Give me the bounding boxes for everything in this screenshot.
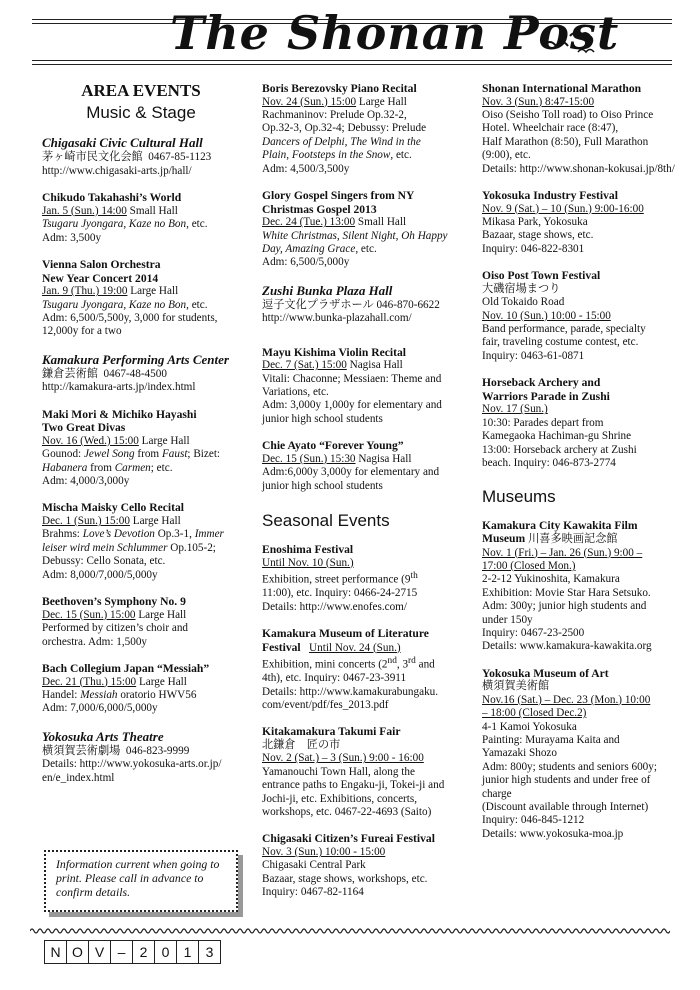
event-title: Mischa Maisky Cello Recital: [42, 501, 185, 515]
museum-date-2: 17:00 (Closed Mon.): [482, 559, 576, 572]
event-item: [482, 189, 678, 256]
program-text: Op.3-1,: [154, 528, 195, 541]
event-title: Horseback Archery and: [482, 376, 601, 390]
event-title: Beethoven’s Symphony No. 9: [42, 595, 186, 609]
event-date: Nov. 9 (Sat.) – 10 (Sun.) 9:00-16:00: [482, 202, 644, 215]
venue-jp-name: 茅ヶ崎市民文化会館: [42, 151, 143, 164]
event-item: [42, 258, 240, 339]
program-text: , etc.: [390, 149, 412, 162]
event-description: Jochi-ji, etc. Exhibitions, concerts,: [262, 792, 418, 805]
program-work: Dancers of Delphi, The Wind in the: [262, 135, 421, 148]
venue-name: Kamakura Performing Arts Center: [42, 351, 229, 367]
date-cell: –: [110, 940, 133, 964]
issue-date-box: [44, 940, 220, 964]
venue-phone: 046-823-9999: [125, 744, 190, 757]
event-details: Details: http://www.kamakurabungaku.: [262, 685, 439, 698]
event-item: [262, 725, 462, 819]
event-date: Dec. 24 (Tue.) 13:00: [262, 216, 356, 229]
event-item: [262, 543, 462, 614]
event-item: [262, 346, 462, 427]
event-description: Exhibition, mini concerts (2: [262, 658, 388, 671]
museum-admission: Adm: 300y; junior high students and: [482, 600, 647, 613]
wavy-divider: [30, 926, 670, 936]
program-work: Day, Amazing Grace: [262, 243, 356, 256]
event-title: Glory Gospel Singers from NY: [262, 189, 415, 203]
area-events-heading: AREA EVENTS: [81, 81, 201, 100]
program-text: Handel:: [42, 688, 81, 701]
event-details: Details: http://www.enofes.com/: [262, 600, 407, 613]
music-stage-heading: Music & Stage: [86, 103, 196, 123]
event-date: Nov. 3 (Sun.) 10:00 - 15:00: [262, 846, 386, 859]
museum-details: Details: www.yokosuka-moa.jp: [482, 827, 624, 840]
museum-address: 4-1 Kamoi Yokosuka: [482, 720, 577, 733]
event-title-2: Festival: [262, 640, 301, 654]
event-inquiry: 4th), etc. Inquiry: 0467-23-3911: [262, 672, 407, 685]
event-program: [42, 528, 240, 541]
event-admission: Adm: 7,000/6,000/5,000y: [42, 702, 158, 715]
notice-box: [44, 850, 238, 912]
event-details-2: com/event/pdf/fes_2013.pdf: [262, 699, 389, 711]
event-jp-title: 北鎌倉 匠の市: [262, 739, 341, 751]
event-date: Nov. 10 (Sun.) 10:00 - 15:00: [482, 309, 611, 322]
event-title: Kitakamakura Takumi Fair: [262, 725, 401, 739]
venue-url: http://www.chigasaki-arts.jp/hall/: [42, 164, 192, 177]
event-place: Large Hall: [130, 285, 179, 298]
event-title: Kamakura Museum of Literature: [262, 627, 429, 641]
event-date: Dec. 21 (Thu.) 15:00: [42, 675, 137, 688]
ordinal-suffix: th: [410, 571, 418, 582]
program-work: Messiah: [80, 688, 118, 701]
program-work: White Christmas, Silent Night, Oh Happy: [262, 229, 448, 242]
program-work: Carmen: [114, 461, 151, 474]
event-place: Old Tokaido Road: [482, 296, 565, 309]
venue-yokosuka-arts: [42, 729, 240, 785]
event-place: Small Hall: [357, 216, 407, 229]
event-description: 10:30: Parades depart from: [482, 416, 604, 429]
event-place: Large Hall: [132, 515, 181, 528]
event-description: Kamegaoka Hachiman-gu Shrine: [482, 430, 632, 443]
event-description: fair, traveling costume contest, etc.: [482, 336, 639, 349]
event-description: entrance paths to Engaku-ji, Tokei-ji and: [262, 779, 445, 792]
event-description: Yamanouchi Town Hall, along the: [262, 765, 415, 778]
event-date: Dec. 7 (Sat.) 15:00: [262, 359, 347, 372]
museum-jp-name: 横須賀美術館: [482, 680, 550, 693]
venue-phone: 046-870-6622: [376, 298, 440, 311]
event-title: Chie Ayato “Forever Young”: [262, 439, 404, 453]
event-date: Jan. 9 (Thu.) 19:00: [42, 285, 128, 298]
event-works: Tsugaru Jyongara, Kaze no Bon: [42, 218, 187, 231]
program-text: Gounod:: [42, 448, 84, 461]
event-description: , 3: [396, 658, 409, 671]
event-date: Jan. 5 (Sun.) 14:00: [42, 204, 127, 217]
event-item: [262, 439, 462, 493]
date-cell: O: [66, 940, 89, 964]
museum-exhibition: Painting: Murayama Kaita and: [482, 733, 620, 746]
event-date: Nov. 24 (Sun.) 15:00: [262, 95, 357, 108]
event-item: [42, 408, 240, 489]
event-place: Small Hall: [129, 204, 178, 217]
museum-inquiry: Inquiry: 0467-23-2500: [482, 626, 585, 639]
notice-text: Information current when going to print. Please call in advance to confirm details.: [56, 857, 220, 899]
event-place: Large Hall: [141, 434, 190, 447]
event-admission: Adm: 4,500/3,500y: [262, 162, 350, 175]
event-works: Tsugaru Jyongara, Kaze no Bon: [42, 298, 187, 311]
date-cell: 2: [132, 940, 155, 964]
event-item: [42, 595, 240, 649]
event-item: [262, 189, 462, 270]
column-3: [482, 82, 678, 854]
museum-jp-name: 川喜多映画記念館: [528, 533, 618, 546]
event-place: Large Hall: [138, 675, 187, 688]
museum-title: Yokosuka Museum of Art: [482, 666, 609, 680]
event-description: Bazaar, stage shows, etc.: [482, 229, 594, 242]
masthead-bottom-rule: [32, 60, 672, 61]
event-date: Dec. 15 (Sun.) 15:00: [42, 608, 136, 621]
event-admission: Adm: 3,500y: [42, 231, 102, 244]
event-title: Bach Collegium Japan “Messiah”: [42, 661, 210, 675]
event-description: Hotel. Wheelchair race (8:47),: [482, 122, 619, 135]
venue-jp-name: 横須賀芸術劇場: [42, 744, 121, 757]
seagulls-icon: [540, 24, 600, 60]
event-date: Dec. 1 (Sun.) 15:00: [42, 515, 130, 528]
venue-url-2: en/e_index.html: [42, 771, 115, 784]
program-work: Immer: [194, 528, 224, 541]
program-text: oratorio HWV56: [117, 688, 197, 701]
event-inquiry: Inquiry: 0467-82-1164: [262, 886, 364, 899]
seasonal-events-heading: Seasonal Events: [262, 511, 390, 531]
venue-url: http://www.bunka-plazahall.com/: [262, 312, 412, 325]
program-text: Rachmaninov: Prelude Op.32-2,: [262, 109, 407, 121]
event-description: (9:00), etc.: [482, 149, 531, 162]
museum-exhibition-2: Yamazaki Shozo: [482, 747, 557, 760]
event-description: 13:00: Horseback archery at Zushi: [482, 443, 637, 456]
venue-jp-name: 逗子文化プラザホール: [262, 298, 374, 311]
event-program: [42, 462, 240, 475]
event-admission-2: junior high school students: [262, 412, 383, 425]
event-admission: Adm: 8,000/7,000/5,000y: [42, 568, 158, 581]
museum-details: Details: www.kamakura-kawakita.org: [482, 640, 652, 653]
event-title: Chigasaki Citizen’s Fureai Festival: [262, 832, 435, 846]
event-description: Bazaar, stage shows, workshops, etc.: [262, 872, 428, 885]
event-date: Nov. 3 (Sun.) 8:47-15:00: [482, 95, 595, 108]
ordinal-suffix: rd: [408, 656, 416, 667]
date-cell: V: [88, 940, 111, 964]
program-work: leiser wird mein Schlummer: [42, 541, 168, 554]
program-text: from: [87, 461, 115, 474]
event-title: Vienna Salon Orchestra: [42, 258, 161, 272]
date-cell: N: [44, 940, 67, 964]
museum-admission-2: junior high students and under free of: [482, 774, 651, 787]
program-text: Op.32-3, Op.32-4; Debussy: Prelude: [262, 122, 427, 135]
museum-inquiry: Inquiry: 046-845-1212: [482, 814, 585, 827]
event-date: Dec. 15 (Sun.) 15:30: [262, 452, 356, 465]
event-item: [42, 662, 240, 716]
museum-title-2: Museum: [482, 532, 529, 546]
venue-name: Yokosuka Arts Theatre: [42, 728, 164, 744]
event-jp-title: 大磯宿場まつり: [482, 282, 561, 295]
program-text: Debussy: Cello Sonata, etc.: [42, 555, 166, 568]
museum-item: [482, 519, 678, 654]
program-work: Love’s Devotion: [82, 528, 155, 541]
event-title-2: Warriors Parade in Zushi: [482, 389, 610, 403]
museum-date-2: – 18:00 (Closed Dec.2): [482, 707, 587, 720]
museum-admission-2: under 150y: [482, 613, 533, 626]
event-etc: , etc.: [186, 218, 208, 231]
event-item: [262, 82, 462, 176]
event-item: [482, 269, 678, 363]
event-description: Half Marathon (8:50), Full Marathon: [482, 135, 649, 148]
event-admission: Adm:6,000y 3,000y for elementary and: [262, 466, 440, 479]
column-2: [262, 82, 462, 913]
event-date: Nov. 17 (Sun.): [482, 403, 548, 416]
program-text: from: [134, 448, 162, 461]
event-place: Mikasa Park, Yokosuka: [482, 216, 588, 229]
event-program: [42, 448, 240, 461]
museum-date: Nov. 1 (Fri.) – Jan. 26 (Sun.) 9:00 –: [482, 546, 643, 559]
event-title: Maki Mori & Michiko Hayashi: [42, 407, 197, 421]
event-admission: Adm: 4,000/3,000y: [42, 475, 130, 488]
venue-jp-name: 鎌倉芸術館: [42, 367, 98, 380]
event-subtitle: Two Great Divas: [42, 421, 126, 435]
venue-phone: 0467-85-1123: [148, 151, 212, 164]
event-admission: Adm: 3,000y 1,000y for elementary and: [262, 399, 442, 412]
museum-item: [482, 667, 678, 841]
event-date: Nov. 2 (Sat.) – 3 (Sun.) 9:00 - 16:00: [262, 752, 424, 765]
event-description: and: [415, 658, 435, 671]
event-program: [42, 542, 240, 555]
museums-heading: Museums: [482, 486, 556, 506]
event-title: Mayu Kishima Violin Recital: [262, 345, 406, 359]
event-subtitle: Christmas Gospel 2013: [262, 202, 377, 216]
program-text: ; Bizet:: [187, 448, 221, 461]
event-item: [482, 82, 678, 176]
venue-zushi: [262, 283, 462, 326]
event-place: Nagisa Hall: [358, 452, 412, 465]
event-admission: Adm: 6,500/5,500y, 3,000 for students,: [42, 312, 218, 325]
event-details: Details: http://www.shonan-kokusai.jp/8th/: [482, 162, 675, 175]
ordinal-suffix: nd: [387, 656, 397, 667]
museum-discount-note: (Discount available through Internet): [482, 801, 649, 813]
program-work: Faust: [161, 448, 188, 461]
masthead: [0, 0, 700, 78]
venue-chigasaki: [42, 135, 240, 178]
event-title: Chikudo Takahashi’s World: [42, 191, 182, 205]
venue-name: Zushi Bunka Plaza Hall: [262, 282, 393, 298]
event-title: Oiso Post Town Festival: [482, 269, 601, 283]
event-description: Band performance, parade, specialty: [482, 323, 646, 336]
event-description: Exhibition, street performance (9: [262, 573, 411, 586]
event-place: Large Hall: [358, 95, 407, 108]
event-place: Large Hall: [138, 608, 187, 621]
program-text: , etc.: [355, 243, 377, 256]
event-description: Oiso (Seisho Toll road) to Oiso Prince: [482, 109, 654, 121]
event-title: Shonan International Marathon: [482, 82, 642, 95]
event-item: [482, 376, 678, 470]
event-title: Boris Berezovsky Piano Recital: [262, 82, 417, 95]
event-inquiry: Inquiry: 0463-61-0871: [482, 349, 585, 362]
event-date: Until Nov. 24 (Sun.): [309, 641, 401, 654]
column-1: [42, 82, 240, 798]
event-title: Enoshima Festival: [262, 543, 354, 557]
event-date: Nov. 16 (Wed.) 15:00: [42, 434, 139, 447]
program-text: Brahms:: [42, 528, 83, 541]
venue-phone: 0467-48-4500: [103, 367, 167, 380]
venue-url: Details: http://www.yokosuka-arts.or.jp/: [42, 758, 222, 771]
event-description: orchestra. Adm: 1,500y: [42, 635, 148, 648]
event-inquiry: workshops, etc. 0467-22-4693 (Saito): [262, 806, 432, 819]
museum-exhibition: Exhibition: Movie Star Hara Setsuko.: [482, 586, 651, 599]
masthead-bottom-rule-2: [32, 64, 672, 65]
museum-title: Kamakura City Kawakita Film: [482, 518, 638, 532]
event-date: Until Nov. 10 (Sun.): [262, 556, 354, 569]
venue-url: http://kamakura-arts.jp/index.html: [42, 381, 196, 394]
event-admission: Adm: 6,500/5,000y: [262, 256, 350, 269]
event-subtitle: New Year Concert 2014: [42, 271, 159, 285]
program-text: ; etc.: [150, 461, 173, 474]
program-work: Plain, Footsteps in the Snow: [262, 149, 391, 162]
event-admission-2: junior high school students: [262, 479, 383, 492]
program-text: Op.105-2;: [167, 541, 216, 554]
event-admission-2: 12,000y for a two: [42, 325, 122, 338]
event-title: Yokosuka Industry Festival: [482, 189, 618, 203]
event-item: [262, 627, 462, 712]
event-item: [42, 501, 240, 582]
museum-admission-3: charge: [482, 787, 512, 800]
program-text: Vitali: Chaconne; Messiaen: Theme and: [262, 372, 442, 385]
event-item: [262, 832, 462, 899]
event-inquiry: 11:00), etc. Inquiry: 0466-24-2715: [262, 587, 418, 600]
newsletter-title: The Shonan Post: [170, 6, 620, 60]
program-text: Variations, etc.: [262, 386, 329, 399]
date-cell: 3: [198, 940, 221, 964]
museum-date: Nov.16 (Sat.) – Dec. 23 (Mon.) 10:00: [482, 693, 651, 706]
event-place: Nagisa Hall: [349, 359, 403, 372]
event-place: Chigasaki Central Park: [262, 859, 366, 872]
event-description: Performed by citizen’s choir and: [42, 622, 189, 635]
event-inquiry: beach. Inquiry: 046-873-2774: [482, 457, 616, 470]
venue-kamakura-arts: [42, 352, 240, 395]
museum-admission: Adm: 800y; students and seniors 600y;: [482, 760, 657, 773]
museum-address: 2-2-12 Yukinoshita, Kamakura: [482, 573, 620, 586]
event-inquiry: Inquiry: 046-822-8301: [482, 242, 585, 255]
event-etc: , etc.: [186, 298, 208, 311]
event-item: [42, 191, 240, 245]
program-work: Habanera: [42, 461, 88, 474]
date-cell: 1: [176, 940, 199, 964]
date-cell: 0: [154, 940, 177, 964]
venue-name: Chigasaki Civic Cultural Hall: [42, 135, 203, 151]
program-work: Jewel Song: [83, 448, 135, 461]
